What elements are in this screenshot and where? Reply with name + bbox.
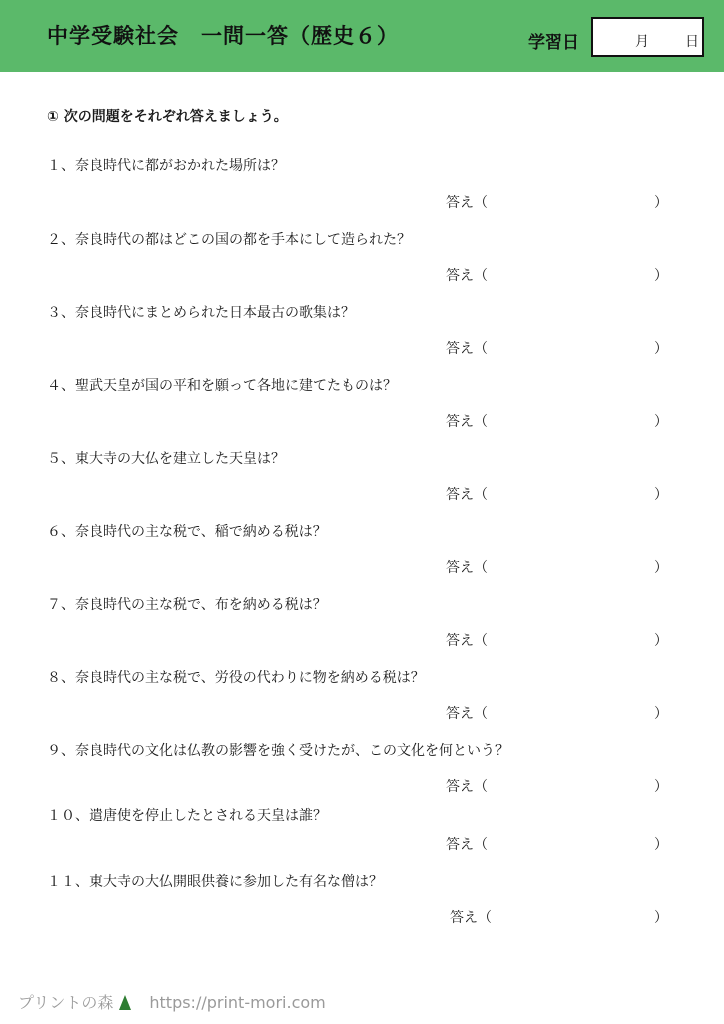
study-date-label: 学習日 xyxy=(528,33,579,53)
answer-close: ） xyxy=(654,910,668,926)
question-5: ５、東大寺の大仏を建立した天皇は？ xyxy=(47,451,285,467)
answer-label: 答え（ xyxy=(446,837,488,853)
answer-label: 答え（ xyxy=(450,910,492,926)
question-7: ７、奈良時代の主な税で、布を納める税は？ xyxy=(47,597,327,613)
answer-label: 答え（ xyxy=(446,560,488,576)
answer-field-9[interactable] xyxy=(446,776,666,796)
answer-field-2[interactable] xyxy=(446,265,666,285)
month-label: 月 xyxy=(635,34,649,50)
answer-label: 答え（ xyxy=(446,779,488,795)
answer-label: 答え（ xyxy=(446,195,488,211)
question-6: ６、奈良時代の主な税で、稲で納める税は？ xyxy=(47,524,327,540)
footer xyxy=(18,990,326,1013)
answer-close: ） xyxy=(654,779,668,795)
answer-field-8[interactable] xyxy=(446,703,666,723)
answer-field-3[interactable] xyxy=(446,338,666,358)
question-3: ３、奈良時代にまとめられた日本最古の歌集は？ xyxy=(47,305,355,321)
answer-label: 答え（ xyxy=(446,414,488,430)
header-bar xyxy=(0,0,724,72)
question-1: １、奈良時代に都がおかれた場所は？ xyxy=(47,158,285,174)
answer-close: ） xyxy=(654,560,668,576)
footer-brand: プリントの森 xyxy=(18,993,114,1012)
answer-label: 答え（ xyxy=(446,341,488,357)
study-date-field[interactable] xyxy=(591,17,704,57)
question-9: ９、奈良時代の文化は仏教の影響を強く受けたが、この文化を何という？ xyxy=(47,743,509,759)
answer-close: ） xyxy=(654,195,668,211)
answer-field-10[interactable] xyxy=(446,834,666,854)
answer-label: 答え（ xyxy=(446,487,488,503)
answer-close: ） xyxy=(654,633,668,649)
answer-field-6[interactable] xyxy=(446,557,666,577)
answer-field-4[interactable] xyxy=(446,411,666,431)
page-title: 中学受験社会 一問一答（歴史６） xyxy=(47,24,399,48)
question-10: １０、遣唐使を停止したとされる天皇は誰？ xyxy=(47,808,327,824)
question-8: ８、奈良時代の主な税で、労役の代わりに物を納める税は？ xyxy=(47,670,425,686)
day-label: 日 xyxy=(685,34,699,50)
answer-label: 答え（ xyxy=(446,633,488,649)
footer-url[interactable]: https://print-mori.com xyxy=(149,993,326,1012)
answer-close: ） xyxy=(654,837,668,853)
answer-field-7[interactable] xyxy=(446,630,666,650)
answer-field-11[interactable] xyxy=(450,907,670,927)
answer-label: 答え（ xyxy=(446,268,488,284)
question-4: ４、聖武天皇が国の平和を願って各地に建てたものは？ xyxy=(47,378,397,394)
answer-label: 答え（ xyxy=(446,706,488,722)
question-11: １１、東大寺の大仏開眼供養に参加した有名な僧は？ xyxy=(47,874,383,890)
answer-close: ） xyxy=(654,414,668,430)
answer-field-1[interactable] xyxy=(446,192,666,212)
answer-close: ） xyxy=(654,706,668,722)
answer-field-5[interactable] xyxy=(446,484,666,504)
tree-icon xyxy=(119,995,131,1010)
instruction-text: ① 次の問題をそれぞれ答えましょう。 xyxy=(47,109,288,125)
answer-close: ） xyxy=(654,487,668,503)
question-2: ２、奈良時代の都はどこの国の都を手本にして造られた？ xyxy=(47,232,411,248)
answer-close: ） xyxy=(654,268,668,284)
answer-close: ） xyxy=(654,341,668,357)
